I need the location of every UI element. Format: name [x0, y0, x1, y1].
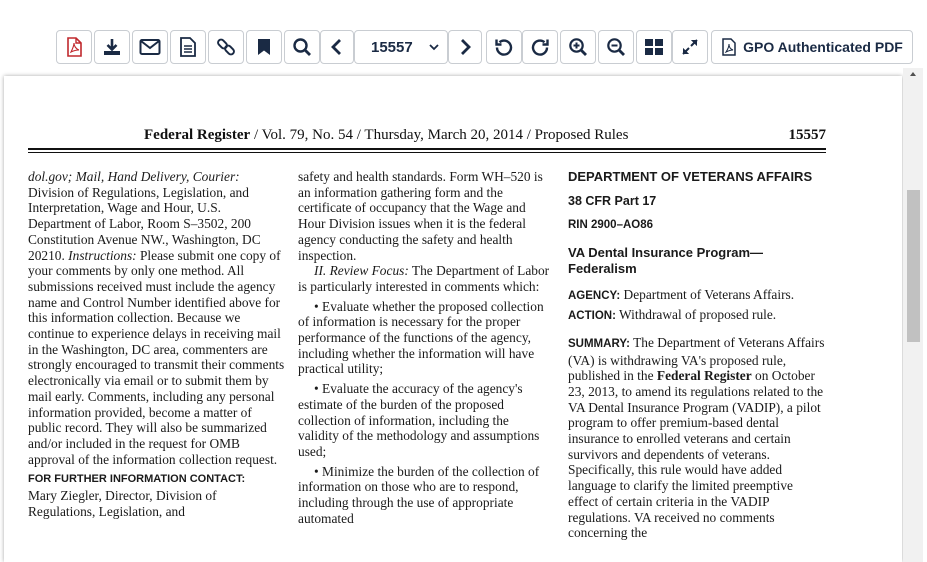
viewer-toolbar	[0, 0, 927, 76]
zoom-out-icon	[606, 37, 626, 57]
scrollbar-thumb[interactable]	[907, 190, 920, 342]
action-value: Withdrawal of proposed rule.	[615, 307, 777, 323]
expand-icon	[680, 37, 700, 57]
summary-text: The Department of Veterans Affairs (VA) is withdrawing VA's proposed rule, published in the	[568, 334, 825, 384]
header-journal: Federal Register	[144, 127, 251, 143]
bullet-text: Minimize the burden of the collection of information on those who are to respond, including through the use of appropriate automated	[298, 463, 540, 526]
agency-value: Department of Veterans Affairs.	[620, 287, 795, 303]
chevron-down-icon	[429, 43, 439, 51]
further-info-label: FOR FURTHER INFORMATION CONTACT:	[28, 473, 246, 486]
rule-title: VA Dental Insurance Program—Federalism	[568, 245, 764, 277]
header-separator: /	[353, 127, 365, 143]
instructions-label: Instructions:	[68, 247, 137, 263]
search-button[interactable]	[284, 30, 320, 64]
further-info-text: Mary Ziegler, Director, Division of Regulations, Legislation, and	[28, 488, 217, 519]
header-date: Thursday, March 20, 2014	[364, 127, 523, 143]
agency-label: AGENCY:	[568, 290, 621, 303]
page-header	[144, 127, 628, 144]
email-button[interactable]	[132, 30, 168, 64]
next-page-button[interactable]	[448, 30, 482, 64]
review-focus-paragraph	[298, 263, 552, 294]
review-focus-text: The Department of Labor is particularly interested in comments which:	[298, 263, 550, 294]
summary-text: on October 23, 2013, to amend its regulations related to the VA Dental Insurance Program (VADIP), a pilot program to offer premium-based dental insurance to enrolled veterans and certain survivors and dependents of veterans. Specifically, this rule would have added language to clarify the limited preemptive effect of certain criteria in the VADIP regulations. VA received no comments concerning the	[568, 368, 824, 541]
bullet-text: Evaluate the accuracy of the agency's estimate of the burden of the proposed collection of information, including the validity of the methodology and assumptions used;	[298, 381, 540, 459]
download-icon	[102, 37, 122, 57]
gpo-button-label: GPO Authenticated PDF	[743, 39, 903, 55]
pdf-icon	[65, 37, 83, 57]
cfr-part: 38 CFR Part 17	[568, 194, 657, 208]
chevron-left-icon	[330, 38, 344, 56]
contact-paragraph	[28, 169, 286, 467]
column-1	[28, 169, 286, 519]
gpo-authenticated-pdf-button[interactable]	[711, 30, 913, 64]
instructions-text: Please submit one copy of your comments by only one method. All submissions received must include the agency name and Control Number identified above for this information collection. Because we continue to experience delays in receiving mail in the Washington, DC area, commenters are strongly encouraged to transmit their comments electronically via email or to submit them by mail early. Comments, including any personal information provided, become a matter of public record. They will also be summarized and/or included in the request for OMB approval of the information collection request.	[28, 247, 285, 467]
zoom-in-icon	[568, 37, 588, 57]
department-heading: DEPARTMENT OF VETERANS AFFAIRS	[568, 169, 813, 184]
paragraph: safety and health standards. Form WH–520 is an information gathering form and the certificate of occupancy that the Wage and Hour Division issues when it is the federal agency conducting the safety and health inspection.	[298, 169, 543, 263]
rotate-right-button[interactable]	[522, 30, 558, 64]
rin-number: RIN 2900–AO86	[568, 218, 654, 231]
column-3	[568, 169, 826, 541]
link-button[interactable]	[208, 30, 244, 64]
download-button[interactable]	[94, 30, 130, 64]
summary-bold-text: Federal Register	[656, 368, 752, 384]
pdf-button[interactable]	[56, 30, 92, 64]
pdf-icon	[721, 38, 737, 56]
bullet-item: • Evaluate the accuracy of the agency's estimate of the burden of the proposed collection of information, including the validity of the methodology and assumptions used;	[298, 381, 540, 459]
document-page	[4, 76, 902, 562]
mail-address: Division of Regulations, Legislation, and Interpretation, Wage and Hour, U.S. Department of Labor, Room S–3502, 200 Constitution Avenue NW., Washington, DC 20210.	[28, 184, 261, 263]
header-rule	[28, 148, 826, 150]
bullet-text: Evaluate whether the proposed collection of information is necessary for the proper performance of the functions of the agency, including whether the information will have practical utility;	[298, 298, 544, 377]
action-label: ACTION:	[568, 310, 616, 323]
search-icon	[292, 37, 312, 57]
previous-page-button[interactable]	[320, 30, 354, 64]
mail-label: dol.gov; Mail, Hand Delivery, Courier:	[28, 169, 240, 184]
column-2	[298, 169, 552, 526]
bookmark-icon	[256, 38, 272, 56]
agency-line	[568, 287, 826, 305]
link-icon	[216, 37, 236, 57]
document-icon	[179, 37, 197, 57]
page-number-value: 15557	[371, 38, 413, 56]
action-line	[568, 307, 826, 325]
fullscreen-button[interactable]	[672, 30, 708, 64]
zoom-in-button[interactable]	[560, 30, 596, 64]
grid-icon	[644, 38, 664, 56]
document-button[interactable]	[170, 30, 206, 64]
chevron-right-icon	[458, 38, 472, 56]
header-section: Proposed Rules	[534, 127, 629, 143]
header-page-number: 15557	[788, 127, 826, 143]
email-icon	[139, 38, 161, 56]
page-number-select[interactable]	[354, 30, 448, 64]
header-volume: Vol. 79, No. 54	[261, 127, 354, 143]
rotate-left-button[interactable]	[486, 30, 522, 64]
bullet-item: • Evaluate whether the proposed collection of information is necessary for the proper performance of the functions of the agency, including whether the information will have practical utility;	[298, 298, 544, 377]
header-separator: /	[523, 127, 535, 143]
bookmark-button[interactable]	[246, 30, 282, 64]
header-rule-thin	[28, 152, 826, 153]
bullet-item: • Minimize the burden of the collection of information on those who are to respond, including through the use of appropriate automated	[298, 463, 540, 526]
header-separator: /	[250, 127, 262, 143]
zoom-out-button[interactable]	[598, 30, 634, 64]
rotate-left-icon	[494, 37, 514, 57]
summary-paragraph	[568, 335, 826, 541]
rotate-right-icon	[530, 37, 550, 57]
summary-label: SUMMARY:	[568, 337, 630, 350]
vertical-scrollbar[interactable]	[903, 68, 923, 562]
scroll-up-arrow-icon[interactable]	[910, 72, 916, 76]
grid-view-button[interactable]	[636, 30, 672, 64]
review-focus-label: II. Review Focus:	[314, 263, 409, 279]
